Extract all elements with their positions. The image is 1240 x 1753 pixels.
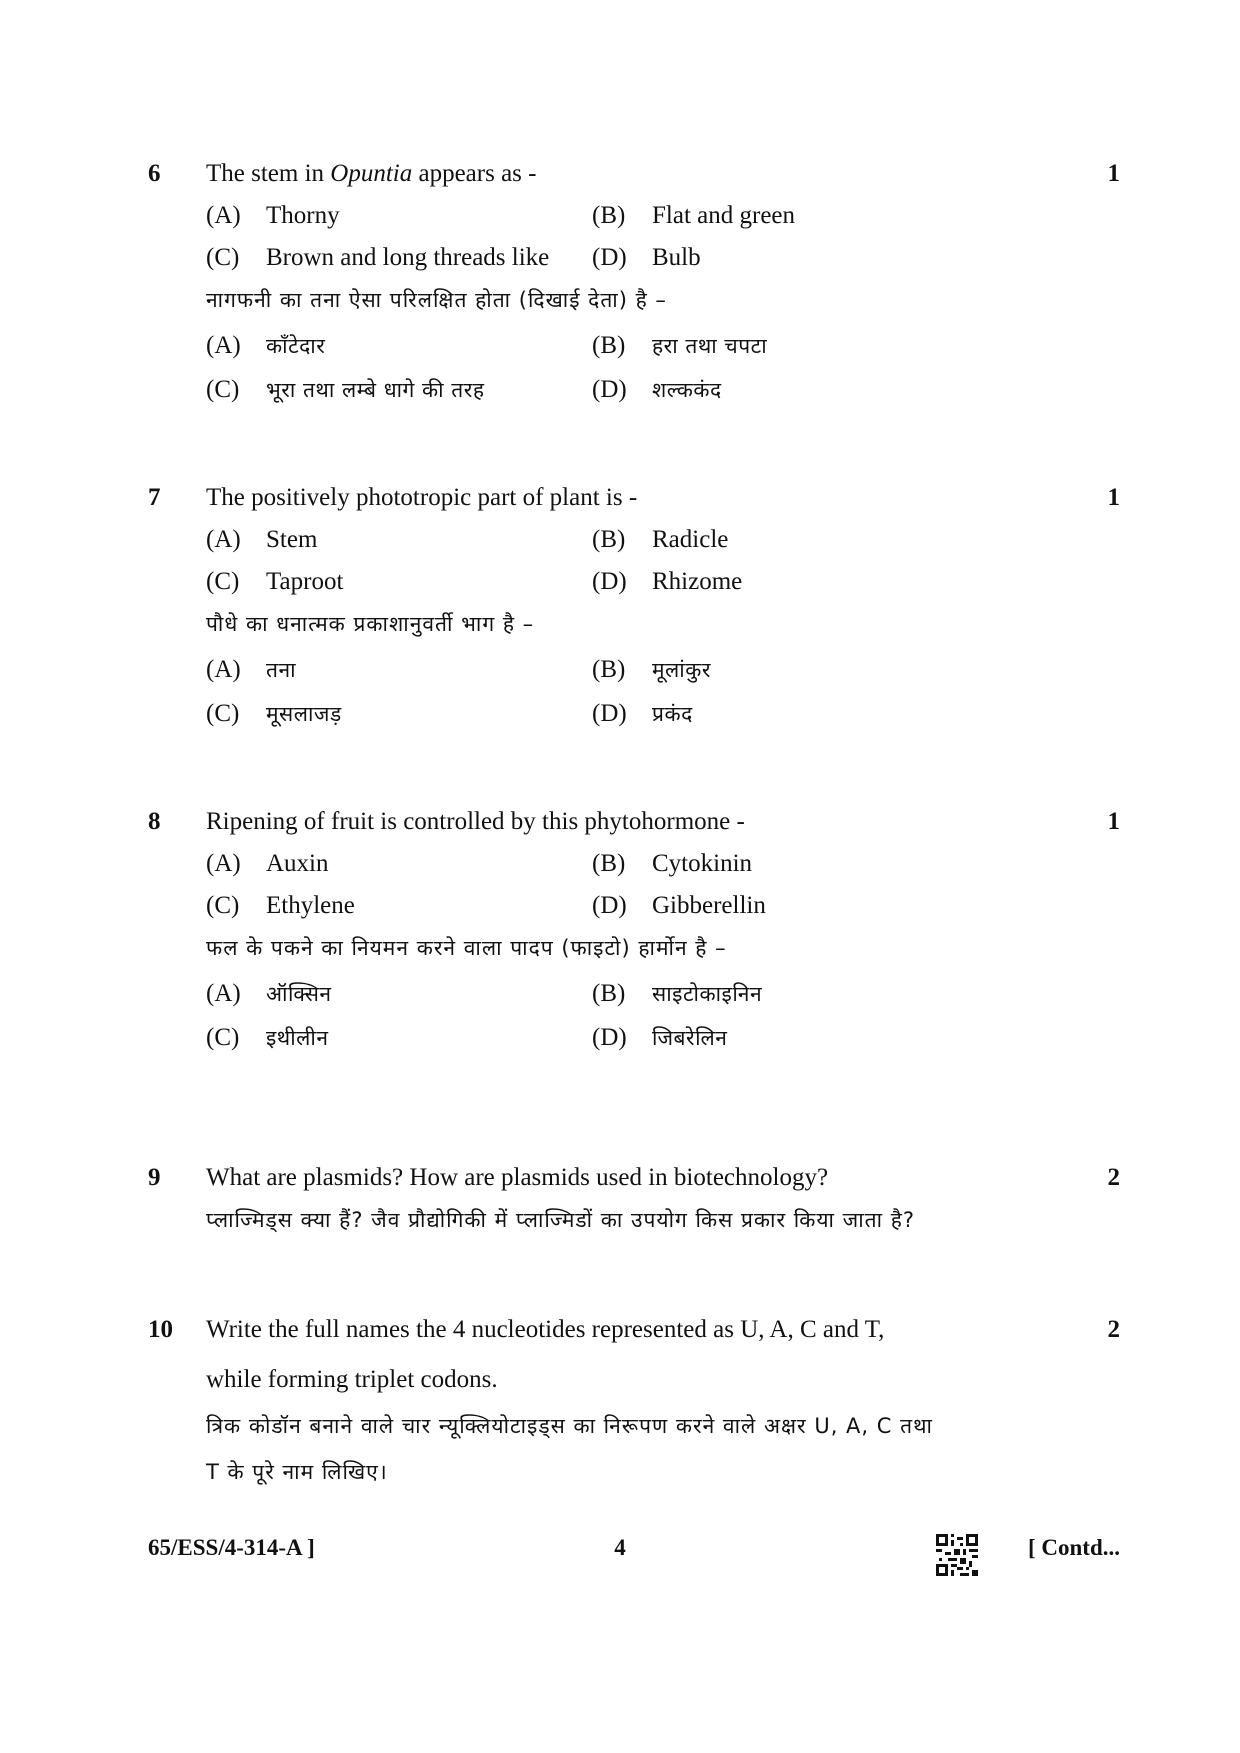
- question-marks: 1: [1107, 808, 1120, 835]
- question-marks: 2: [1107, 1164, 1120, 1191]
- option-d-hi: (D) जिबरेलिन: [592, 1024, 728, 1051]
- question-9: [148, 1160, 1120, 1250]
- question-text-hindi: फल के पकने का नियमन करने वाला पादप (फाइटो) हार्मोन है –: [206, 936, 727, 960]
- option-d-en: (D) Gibberellin: [592, 892, 766, 919]
- question-text: The positively phototropic part of plant is -: [206, 484, 638, 511]
- page-footer: [0, 1530, 1240, 1570]
- question-text-hindi: पौधे का धनात्मक प्रकाशानुवर्ती भाग है –: [206, 612, 535, 636]
- option-b-hi: (B) मूलांकुर: [592, 656, 711, 683]
- question-number: 8: [148, 808, 161, 835]
- option-d-hi: (D) प्रकंद: [592, 700, 693, 727]
- question-7: [148, 480, 1120, 730]
- option-c-hi: (C) भूरा तथा लम्बे धागे की तरह: [206, 376, 485, 403]
- question-number: 9: [148, 1164, 161, 1191]
- question-marks: 1: [1107, 160, 1120, 187]
- question-marks: 1: [1107, 484, 1120, 511]
- option-c-hi: (C) मूसलाजड़: [206, 700, 342, 727]
- question-number: 6: [148, 160, 161, 187]
- option-b-en: (B) Cytokinin: [592, 850, 753, 877]
- question-number: 10: [148, 1316, 173, 1343]
- option-a-en: (A) Thorny: [206, 202, 340, 229]
- paper-code: 65/ESS/4-314-A ]: [148, 1535, 315, 1560]
- question-6: [148, 156, 1120, 406]
- option-a-en: (A) Stem: [206, 526, 318, 553]
- question-text: What are plasmids? How are plasmids used in biotechnology?: [206, 1164, 829, 1191]
- question-text-line2: while forming triplet codons.: [206, 1366, 498, 1393]
- continued-label: [ Contd...: [1027, 1535, 1120, 1560]
- option-b-en: (B) Radicle: [592, 526, 729, 553]
- question-text-hindi-line1: त्रिक कोडॉन बनाने वाले चार न्यूक्लियोटाइड्स का निरूपण करने वाले अक्षर U, A, C तथा: [206, 1414, 933, 1438]
- question-text-line1: Write the full names the 4 nucleotides represented as U, A, C and T,: [206, 1316, 885, 1343]
- option-c-en: (C) Ethylene: [206, 892, 355, 919]
- option-b-hi: (B) साइटोकाइनिन: [592, 980, 763, 1007]
- option-d-hi: (D) शल्ककंद: [592, 376, 722, 403]
- qr-code-icon: [936, 1534, 978, 1576]
- option-a-hi: (A) तना: [206, 656, 297, 683]
- question-8: [148, 804, 1120, 1054]
- option-c-en: (C) Taproot: [206, 568, 344, 595]
- option-b-en: (B) Flat and green: [592, 202, 796, 229]
- species-name: Opuntia: [330, 160, 413, 187]
- question-text-hindi: प्लाज्मिड्स क्या हैं? जैव प्रौद्योगिकी में प्लाज्मिडों का उपयोग किस प्रकार किया जाता है?: [206, 1208, 916, 1232]
- question-number: 7: [148, 484, 161, 511]
- option-d-en: (D) Bulb: [592, 244, 701, 271]
- question-marks: 2: [1107, 1316, 1120, 1343]
- question-text-hindi: नागफनी का तना ऐसा परिलक्षित होता (दिखाई देता) है –: [206, 288, 667, 312]
- option-a-hi: (A) काँटेदार: [206, 332, 326, 359]
- option-a-en: (A) Auxin: [206, 850, 329, 877]
- question-text: The stem in Opuntia appears as -: [206, 160, 537, 187]
- option-c-en: (C) Brown and long threads like: [206, 244, 550, 271]
- question-text-hindi-line2: T के पूरे नाम लिखिए।: [206, 1460, 388, 1484]
- option-b-hi: (B) हरा तथा चपटा: [592, 332, 768, 359]
- option-a-hi: (A) ऑक्सिन: [206, 980, 332, 1007]
- question-text: Ripening of fruit is controlled by this phytohormone -: [206, 808, 745, 835]
- question-10: [148, 1312, 1120, 1492]
- option-d-en: (D) Rhizome: [592, 568, 743, 595]
- page-number: 4: [614, 1535, 626, 1560]
- option-c-hi: (C) इथीलीन: [206, 1024, 329, 1051]
